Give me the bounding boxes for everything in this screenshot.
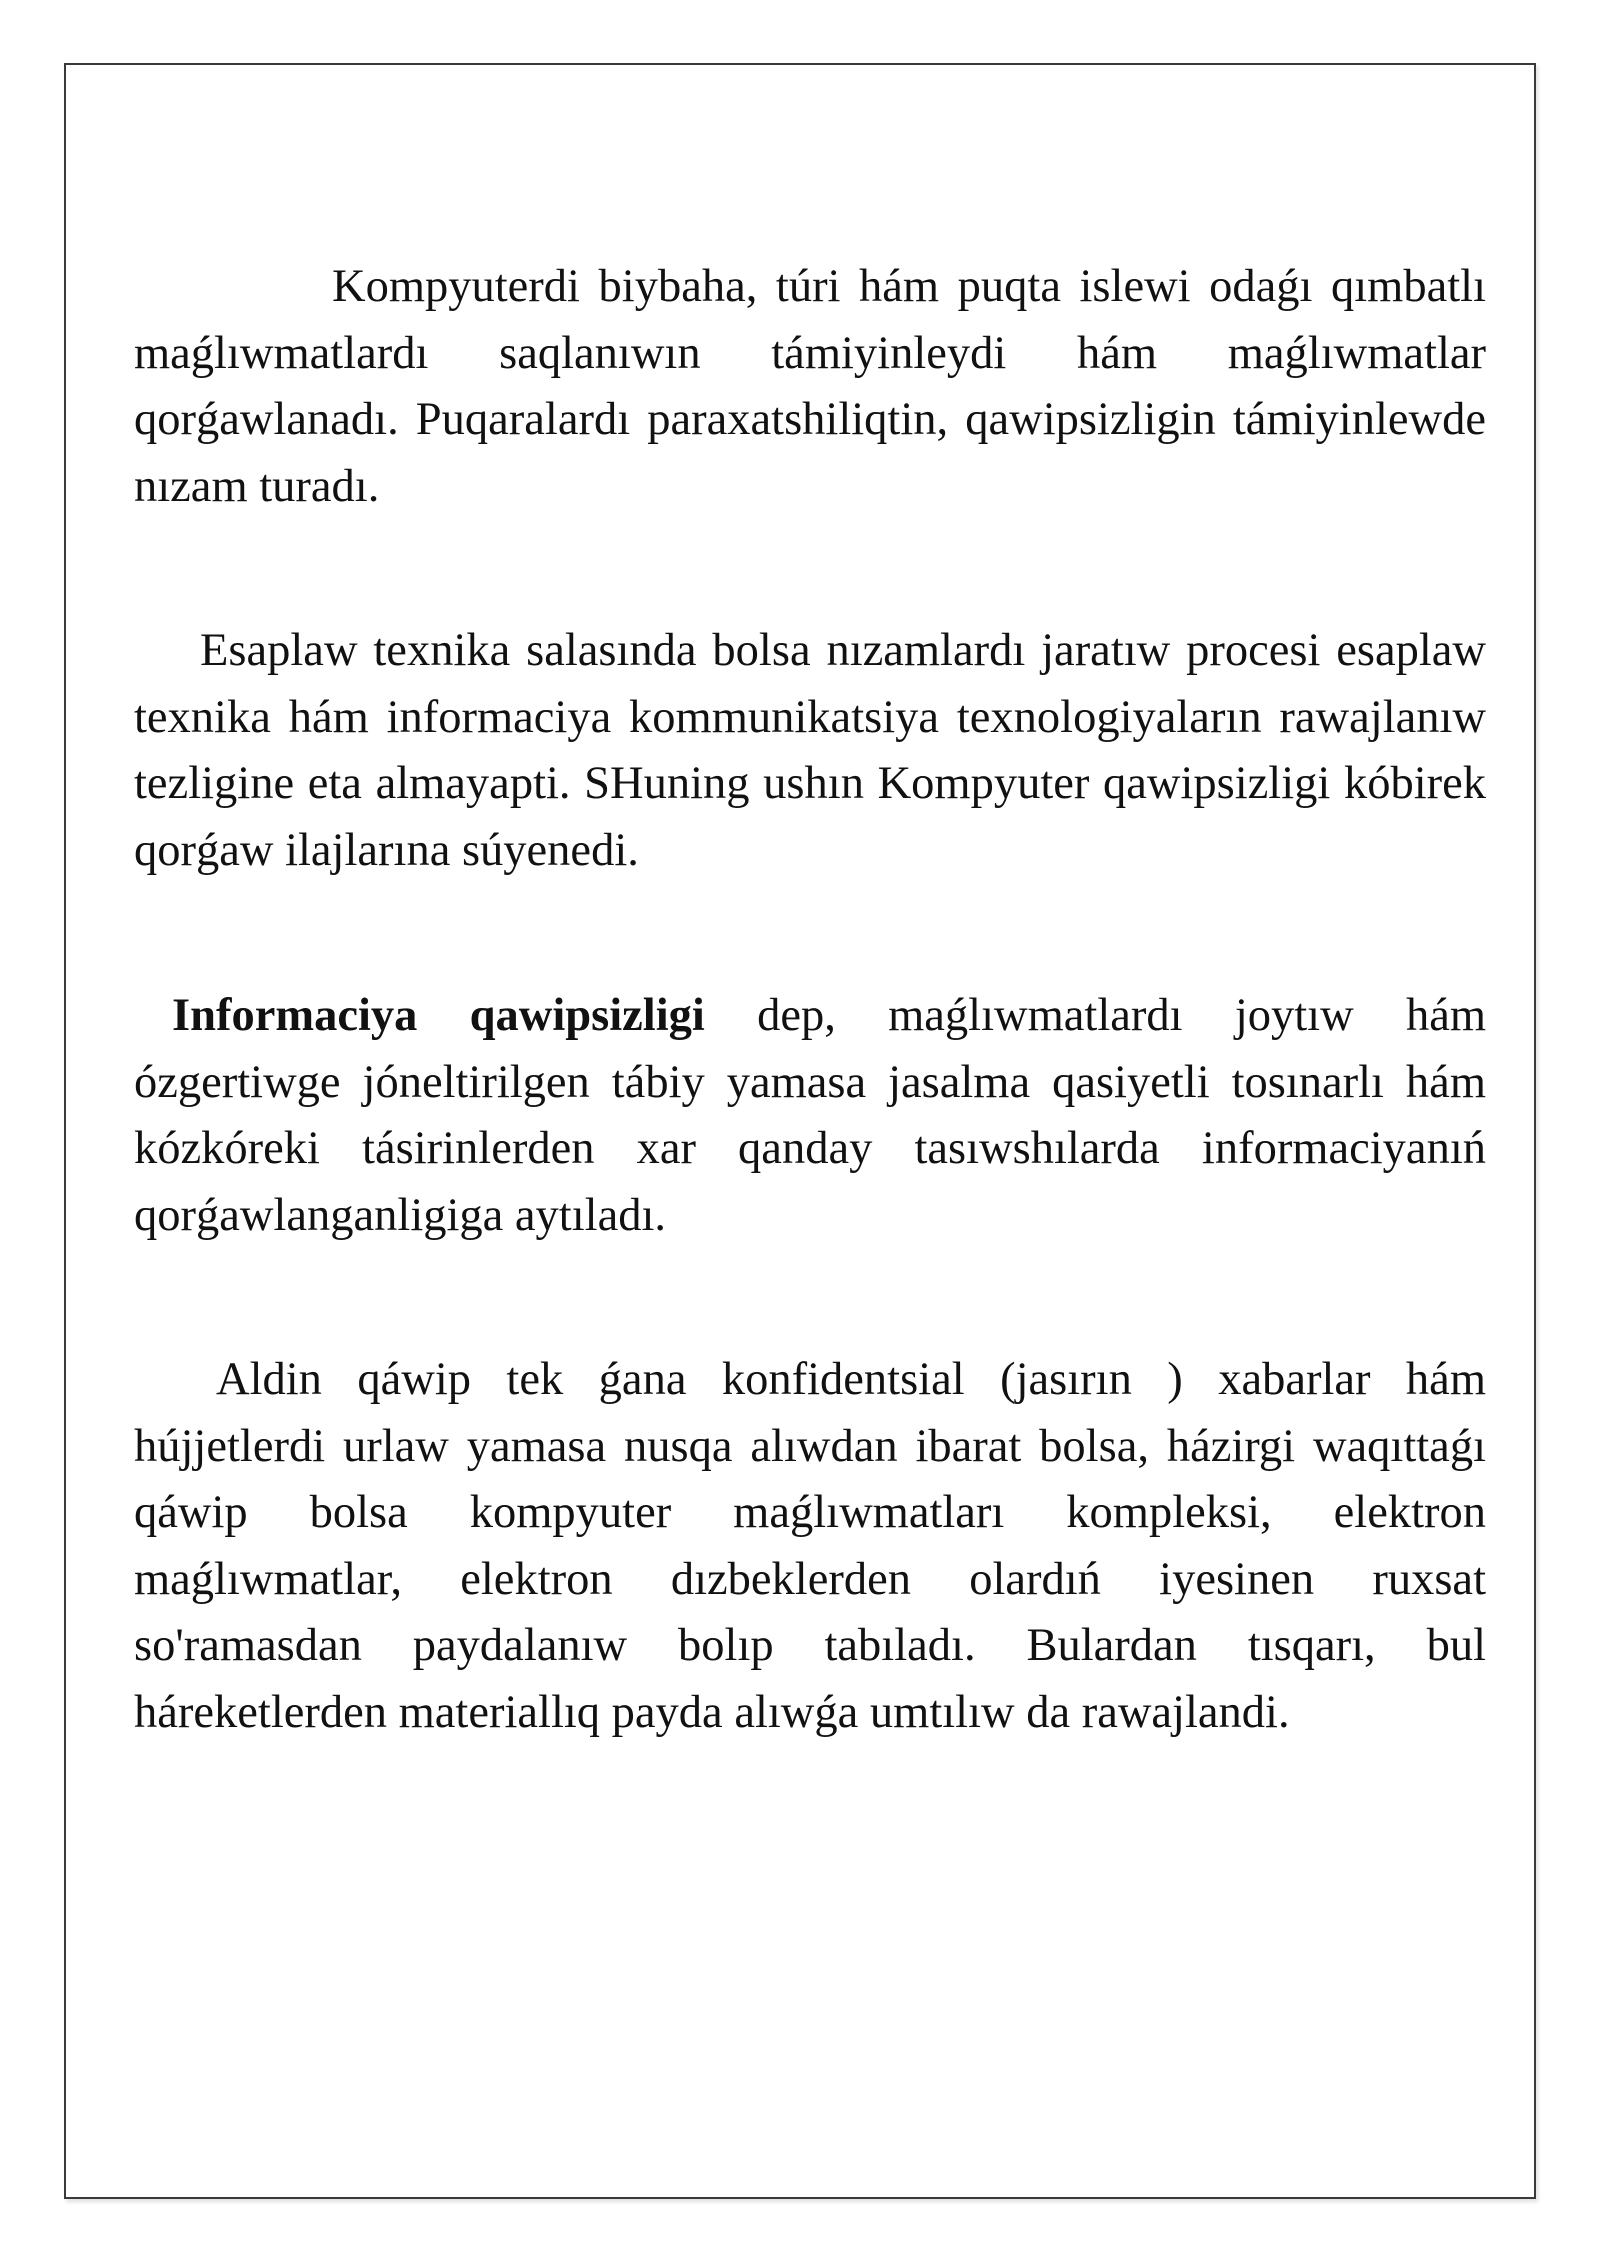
paragraph-2-text: Esaplaw texnika salasında bolsa nızamlardı jaratıw procesi esaplaw texnika hám informaciya kommunikatsiya texnologiyaların rawajlanıw tezligine eta almayapti. SHuning ushın Kompyuter qawipsizligi kóbirek qorǵaw ilajlarına súyenedi. bbox=[134, 625, 1486, 876]
paragraph-4 bbox=[134, 1347, 1486, 1746]
paragraph-1-text: Kompyuterdi biybaha, túri hám puqta islewi odaǵı qımbatlı maǵlıwmatlardı saqlanıwın támiyinleydi hám maǵlıwmatlar qorǵawlanadı. Puqaralardı paraxatshiliqtin, qawipsizligin támiyinlewde nızam turadı. bbox=[134, 261, 1486, 512]
document-body bbox=[134, 254, 1486, 1746]
definition-term: Informaciya qawipsizligi bbox=[172, 990, 705, 1041]
paragraph-1 bbox=[134, 254, 1486, 520]
paragraph-2 bbox=[134, 618, 1486, 884]
paragraph-4-text: Aldin qáwip tek ǵana konfidentsial (jasırın ) xabarlar hám hújjetlerdi urlaw yamasa nusqa alıwdan ibarat bolsa, házirgi waqıttaǵı qáwip bolsa kompyuter maǵlıwmatları kompleksi, elektron maǵlıwmatlar, elektron dızbeklerden olardıń iyesinen ruxsat so'ramasdan paydalanıw bolıp tabıladı. Bulardan tısqarı, bul háreketlerden materiallıq payda alıwǵa umtılıw da rawajlandi. bbox=[134, 1354, 1486, 1738]
paragraph-3-text: dep, maǵlıwmatlardı joytıw hám ózgertiwge jóneltirilgen tábiy yamasa jasalma qasiyetli tosınarlı hám kózkóreki tásirinlerden xar qanday tasıwshılarda informaciyanıń qorǵawlanganligiga aytıladı. bbox=[134, 990, 1486, 1241]
paragraph-3 bbox=[134, 983, 1486, 1249]
